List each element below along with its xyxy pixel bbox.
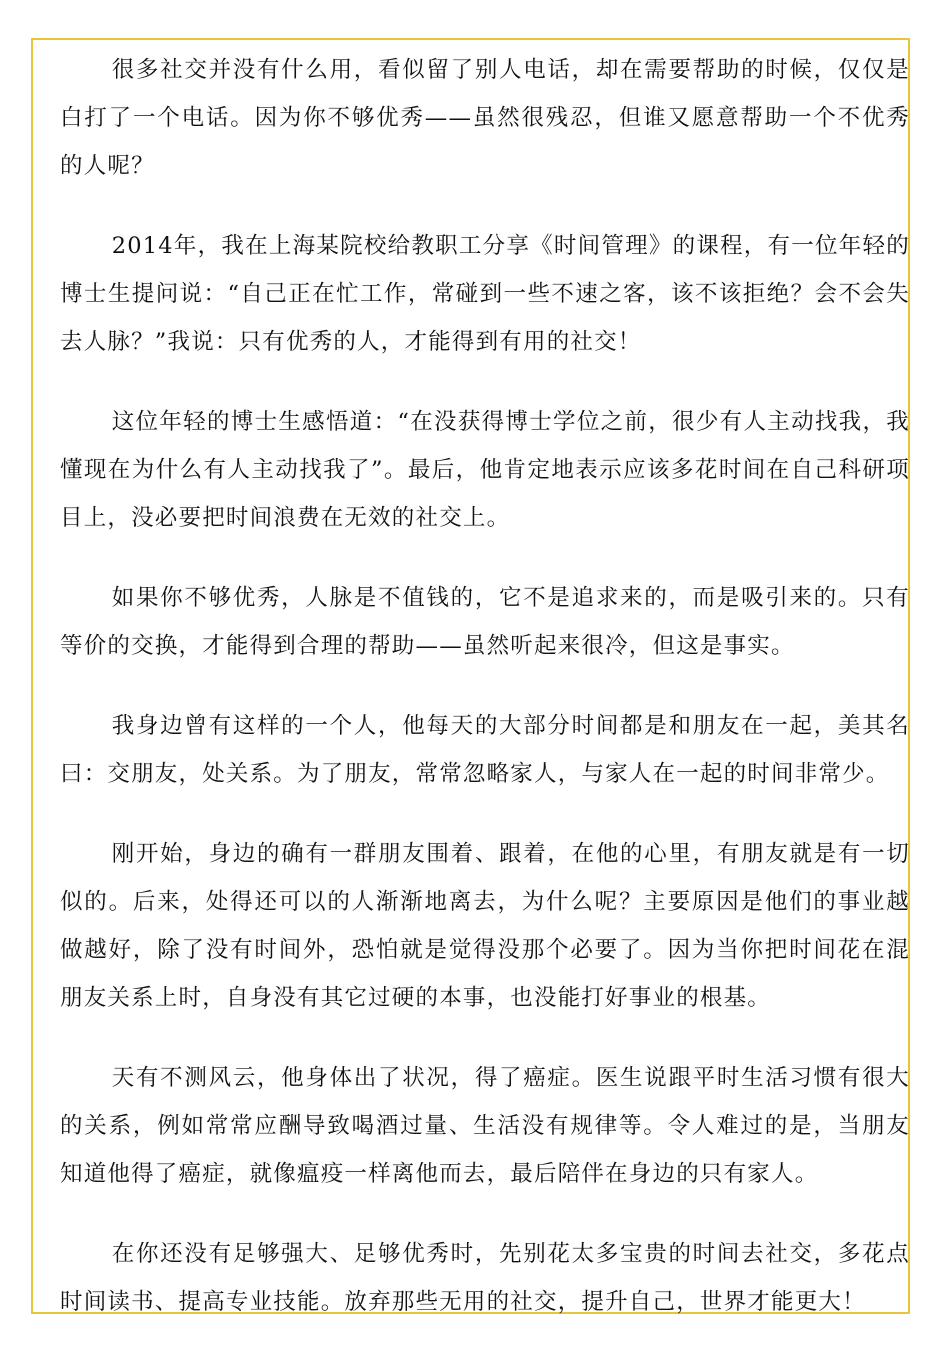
paragraph-3: 这位年轻的博士生感悟道：“在没获得博士学位之前，很少有人主动找我，我懂现在为什么有人主动找我了”。最后，他肯定地表示应该多花时间在自己科研项目上，没必要把时间浪费在无效的社交上。 [60,409,910,531]
paragraph-5: 我身边曾有这样的一个人，他每天的大部分时间都是和朋友在一起，美其名曰：交朋友，处关系。为了朋友，常常忽略家人，与家人在一起的时间非常少。 [60,713,910,787]
paragraph-6: 刚开始，身边的确有一群朋友围着、跟着，在他的心里，有朋友就是有一切似的。后来，处得还可以的人渐渐地离去，为什么呢？主要原因是他们的事业越做越好，除了没有时间外，恐怕就是觉得没那个必要了。因为当你把时间花在混朋友关系上时，自身没有其它过硬的本事，也没能打好事业的根基。 [60,841,910,1011]
article-body [60,46,910,1358]
paragraph-1: 很多社交并没有什么用，看似留了别人电话，却在需要帮助的时候，仅仅是白打了一个电话。因为你不够优秀——虽然很残忍，但谁又愿意帮助一个不优秀的人呢？ [60,57,910,179]
paragraph-8: 在你还没有足够强大、足够优秀时，先别花太多宝贵的时间去社交，多花点时间读书、提高专业技能。放弃那些无用的社交，提升自己，世界才能更大！ [60,1241,910,1315]
paragraph-4: 如果你不够优秀，人脉是不值钱的，它不是追求来的，而是吸引来的。只有等价的交换，才能得到合理的帮助——虽然听起来很冷，但这是事实。 [60,585,910,659]
paragraph-7: 天有不测风云，他身体出了状况，得了癌症。医生说跟平时生活习惯有很大的关系，例如常常应酬导致喝酒过量、生活没有规律等。令人难过的是，当朋友知道他得了癌症，就像瘟疫一样离他而去，最后陪伴在身边的只有家人。 [60,1065,910,1187]
paragraph-2: 2014年，我在上海某院校给教职工分享《时间管理》的课程，有一位年轻的博士生提问说：“自己正在忙工作，常碰到一些不速之客，该不该拒绝？会不会失去人脉？”我说：只有优秀的人，才能得到有用的社交！ [60,233,910,355]
